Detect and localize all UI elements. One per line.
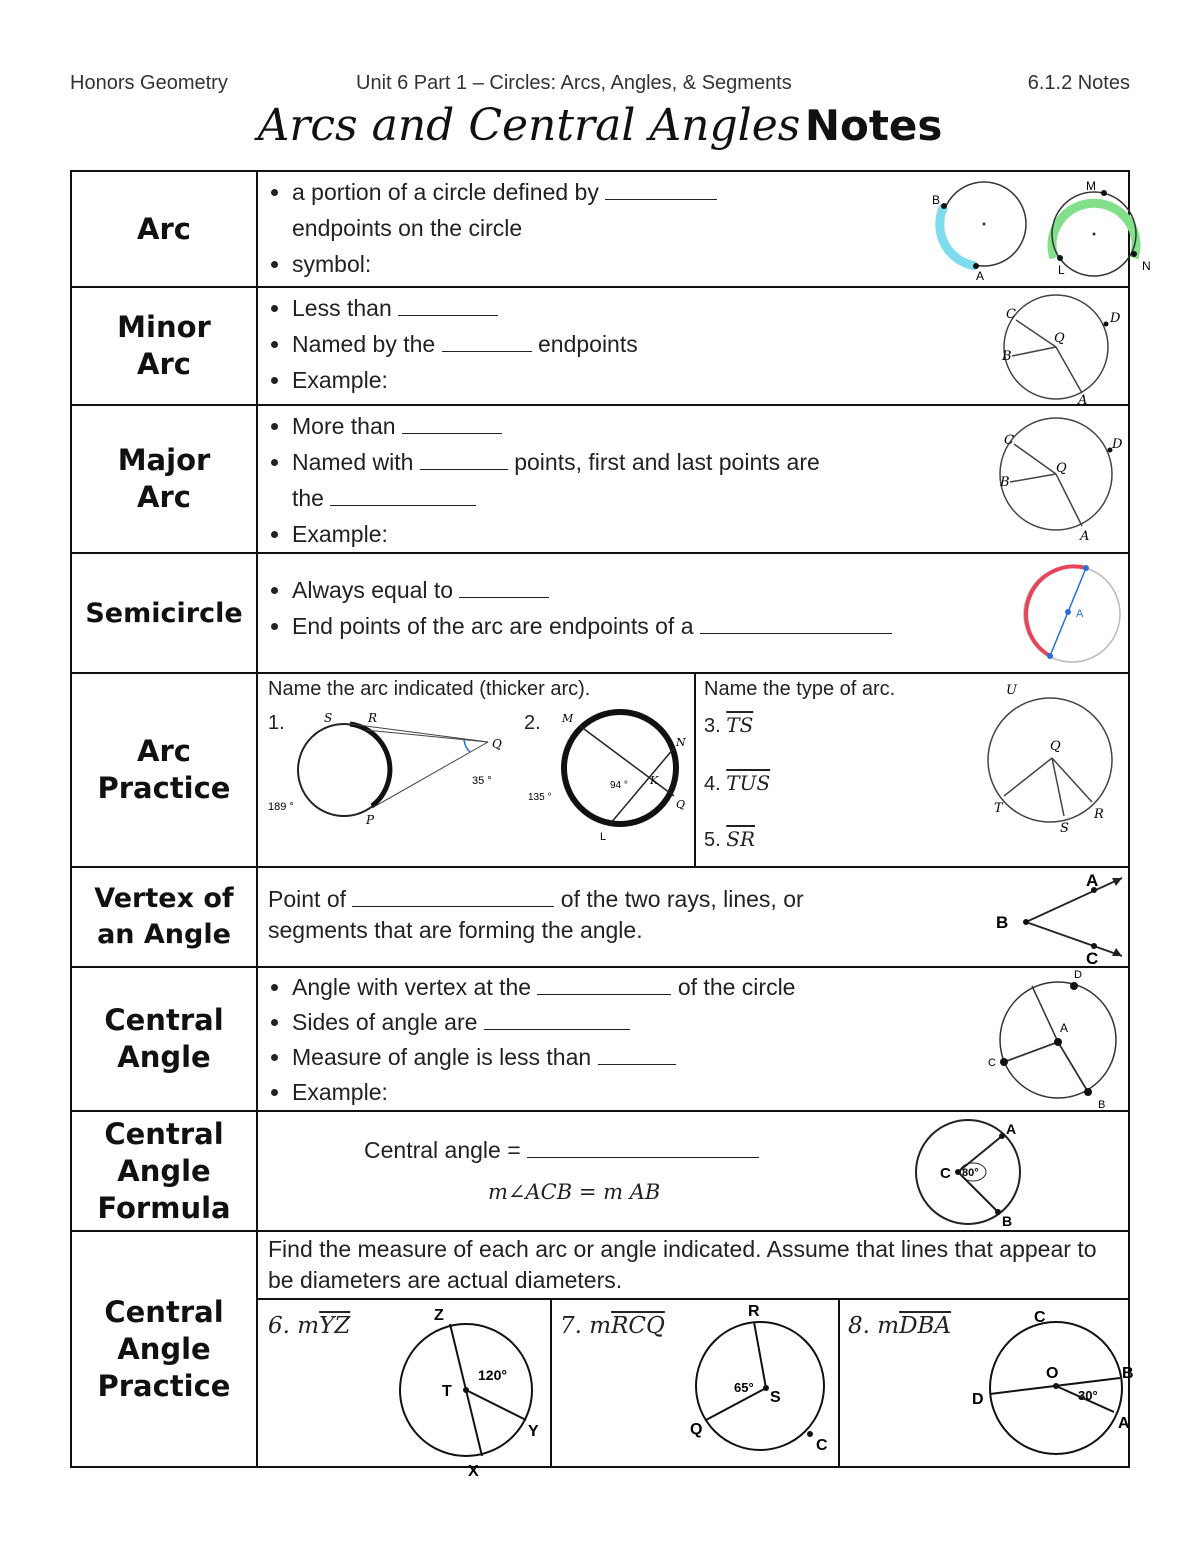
- radius-QB: [1012, 347, 1056, 356]
- label-B: B: [1098, 1099, 1106, 1111]
- point-L: [1057, 255, 1063, 261]
- blank[interactable]: [484, 1011, 630, 1030]
- vertex-l1a: Point of: [268, 886, 346, 912]
- label-N: N: [676, 736, 686, 749]
- figure-6: [378, 1298, 548, 1480]
- content-arc-practice: [257, 673, 1129, 867]
- blank[interactable]: [527, 1139, 759, 1158]
- term-minor-1: Minor: [117, 310, 211, 344]
- point-B: [941, 203, 947, 209]
- label-B: B: [1002, 1213, 1013, 1229]
- row-arc-practice: [71, 673, 1129, 867]
- q5-num: 5.: [704, 829, 721, 851]
- row-central-angle: [71, 967, 1129, 1111]
- q5-arc: $\overline{SR}$: [726, 827, 756, 851]
- vertex-figure: [988, 870, 1128, 968]
- label-Q: Q: [492, 737, 502, 751]
- label-B: B: [1002, 349, 1012, 364]
- label-C: C: [1004, 433, 1014, 448]
- arc-highlight-1: [940, 206, 976, 266]
- central-b3: Measure of angle is less than: [292, 1044, 592, 1070]
- central-b1a: Angle with vertex at the: [292, 974, 532, 1000]
- blank[interactable]: [398, 297, 498, 316]
- p7-arc: $\overline{RCQ}$: [611, 1313, 665, 1339]
- practice-figure-2: [528, 704, 694, 844]
- term-formula-3: Formula: [97, 1190, 231, 1225]
- label-U: U: [1006, 683, 1017, 698]
- point-D: [1070, 982, 1078, 990]
- angle-94: 94 °: [610, 780, 628, 791]
- secant-top: [366, 730, 488, 742]
- term-formula: [71, 1111, 257, 1231]
- label-M: M: [1086, 179, 1096, 193]
- label-S: S: [1060, 821, 1069, 836]
- blank[interactable]: [352, 888, 554, 907]
- vertex-l2: segments that are forming the angle.: [268, 917, 643, 943]
- label-L: L: [1058, 263, 1065, 277]
- practice-num-2: 2.: [524, 712, 541, 734]
- figure-8: [966, 1298, 1136, 1466]
- arc-highlight-2: [1052, 203, 1136, 258]
- term-practice-2: Practice: [97, 771, 231, 805]
- point-A: [1065, 609, 1071, 615]
- label-K: K: [650, 774, 659, 787]
- term-vertex-1: Vertex of: [94, 883, 234, 914]
- point-A: [999, 1133, 1005, 1139]
- label-R: R: [1094, 807, 1104, 822]
- row-central-practice: [71, 1231, 1129, 1467]
- content-semicircle: [257, 553, 1129, 673]
- question-4: [704, 770, 770, 797]
- notes-code: 6.1.2 Notes: [1027, 72, 1130, 94]
- formula-label: Central angle =: [364, 1137, 521, 1163]
- label-A: A: [1086, 871, 1099, 890]
- blank[interactable]: [598, 1046, 676, 1065]
- angle-mark: [464, 740, 470, 752]
- label-A: A: [1076, 608, 1084, 620]
- practice-num-1: 1.: [268, 712, 285, 734]
- angle-135: 135 °: [528, 792, 552, 803]
- central-angle-figure: [980, 970, 1126, 1110]
- content-formula: [257, 1111, 1129, 1231]
- term-central-1: Central: [104, 1003, 224, 1037]
- term-cp-1: Central: [104, 1294, 224, 1329]
- blank[interactable]: [537, 976, 671, 995]
- point-B: [995, 1209, 1001, 1215]
- content-vertex: [257, 867, 1129, 967]
- ray-BA: [1026, 878, 1122, 922]
- unit-title: Unit 6 Part 1 – Circles: Arcs, Angles, & Segments: [356, 72, 792, 94]
- label-D: D: [1074, 969, 1082, 981]
- semi-b2: End points of the arc are endpoints of a: [292, 613, 694, 639]
- blank[interactable]: [700, 615, 892, 634]
- p7-prefix: 7. m: [560, 1313, 612, 1339]
- q3-arc: $\overline{TS}$: [726, 713, 754, 737]
- label-O: O: [1046, 1365, 1059, 1382]
- label-D: D: [1112, 437, 1123, 452]
- label-A: A: [1118, 1415, 1130, 1432]
- term-vertex: [71, 867, 257, 967]
- practice-left-title: Name the arc indicated (thicker arc).: [268, 678, 591, 700]
- practice-figure-3: [980, 678, 1126, 838]
- major-b2a: Named with: [292, 449, 414, 475]
- content-central-practice: [257, 1231, 1134, 1480]
- label-T: T: [994, 801, 1003, 816]
- row-major-arc: [71, 405, 1129, 553]
- term-cp-2: Angle: [117, 1331, 211, 1366]
- label-D: D: [1110, 311, 1121, 326]
- semi-bullet-2: [292, 608, 1128, 644]
- row-semicircle: [71, 553, 1129, 673]
- q4-arc: $\overline{TUS}$: [726, 771, 771, 795]
- point-C: [1000, 1058, 1008, 1066]
- row-formula: [71, 1111, 1129, 1231]
- q4-num: 4.: [704, 773, 721, 795]
- point-B: [1084, 1088, 1092, 1096]
- ray-BC: [1026, 922, 1122, 956]
- point-M: [1101, 190, 1107, 196]
- central-b4: Example:: [292, 1079, 388, 1105]
- radius-AB: [1058, 1042, 1088, 1092]
- term-practice-1: Arc: [137, 734, 191, 768]
- notes-table: [70, 170, 1151, 1480]
- label-Q: Q: [1050, 739, 1061, 754]
- term-arc-label: Arc: [137, 211, 191, 246]
- label-B: B: [996, 913, 1009, 932]
- label-C: C: [1006, 307, 1016, 322]
- arc-b1b: endpoints on the circle: [292, 215, 523, 241]
- divider: [550, 1298, 552, 1466]
- arc-figures: [880, 174, 1151, 284]
- label-B: B: [1000, 475, 1010, 490]
- minor-b2b: endpoints: [537, 331, 638, 357]
- row-arc: [71, 171, 1129, 287]
- content-major-arc: [257, 405, 1129, 553]
- label-L: L: [600, 831, 607, 843]
- formula-figure: [894, 1116, 1044, 1228]
- center-C: [955, 1169, 961, 1175]
- radius-AE: [1032, 986, 1058, 1042]
- problem-6: [268, 1310, 350, 1342]
- label-B: B: [932, 193, 941, 207]
- arc-b1a: a portion of a circle defined by: [292, 179, 599, 205]
- label-X: X: [468, 1463, 479, 1480]
- circle: [696, 1322, 824, 1450]
- label-A: A: [1006, 1121, 1017, 1137]
- vertex-l1b: of the two rays, lines, or: [560, 886, 804, 912]
- course-name: Honors Geometry: [70, 72, 228, 94]
- label-C: C: [988, 1057, 996, 1069]
- term-semicircle-label: Semicircle: [85, 597, 243, 629]
- label-C: C: [1086, 949, 1099, 968]
- p8-prefix: 8. m: [848, 1313, 900, 1339]
- major-b1: More than: [292, 413, 396, 439]
- minor-b2a: Named by the: [292, 331, 436, 357]
- blank[interactable]: [420, 451, 508, 470]
- blank[interactable]: [330, 487, 476, 506]
- label-B: B: [1122, 1365, 1134, 1382]
- radius-QA: [1056, 347, 1082, 393]
- radius-QT: [1004, 758, 1052, 796]
- angle-65: 65°: [734, 1380, 754, 1395]
- page-title: [0, 100, 1200, 151]
- major-b2b: points, first and last points are: [514, 449, 820, 475]
- label-C: C: [940, 1165, 951, 1182]
- thick-arc: [350, 724, 390, 806]
- point-D: [1104, 322, 1109, 327]
- center-T: [463, 1387, 469, 1393]
- radius-TY: [466, 1390, 526, 1420]
- content-central-angle: [257, 967, 1129, 1111]
- label-R: R: [748, 1303, 760, 1320]
- minor-b3: Example:: [292, 367, 388, 393]
- term-central-practice: [71, 1231, 257, 1467]
- radius-QC: [1014, 444, 1056, 474]
- figure-7: [678, 1298, 838, 1466]
- point-C: [807, 1431, 813, 1437]
- arc-b2: symbol:: [292, 251, 372, 277]
- major-b3: Example:: [292, 521, 388, 547]
- question-5: [704, 826, 755, 853]
- term-formula-2: Angle: [117, 1153, 211, 1188]
- q3-num: 3.: [704, 715, 721, 737]
- angle-120: 120°: [478, 1367, 507, 1383]
- semi-b1: Always equal to: [292, 577, 454, 603]
- label-S: S: [770, 1389, 781, 1406]
- radius-QS: [1052, 758, 1064, 816]
- p8-arc: $\overline{DBA}$: [899, 1313, 952, 1339]
- content-minor-arc: [257, 287, 1129, 408]
- divider: [838, 1298, 840, 1466]
- radius-SR: [754, 1322, 766, 1388]
- angle-189: 189 °: [268, 801, 294, 813]
- radius-AC: [1004, 1042, 1058, 1062]
- radius-QC: [1016, 320, 1056, 347]
- term-formula-1: Central: [104, 1116, 224, 1151]
- label-A: A: [1080, 529, 1090, 544]
- center-O: [1053, 1383, 1059, 1389]
- divider: [694, 674, 696, 866]
- center-dot-2: [1093, 233, 1096, 236]
- term-arc: [71, 171, 257, 287]
- label-M: M: [562, 712, 574, 725]
- term-minor-2: Arc: [137, 347, 191, 381]
- row-minor-arc: [71, 287, 1129, 405]
- formula-line-1: [364, 1132, 759, 1168]
- angle-80: 80°: [962, 1167, 979, 1179]
- label-Q: Q: [690, 1421, 703, 1438]
- label-A: A: [1060, 1021, 1069, 1035]
- label-A: A: [1078, 393, 1088, 408]
- formula-line-2: m∠ACB = m AB: [488, 1180, 661, 1204]
- point-B: [1023, 919, 1029, 925]
- semi-bullet-1: [292, 572, 1128, 608]
- row-vertex: [71, 867, 1129, 967]
- blank[interactable]: [605, 181, 717, 200]
- point-N: [1131, 251, 1137, 257]
- arrow-C: [1112, 948, 1122, 956]
- cp-instructions: Find the measure of each arc or angle indicated. Assume that lines that appear to be diameters are actual diameters.: [268, 1236, 1097, 1293]
- radius-QB: [1010, 474, 1056, 482]
- central-b2: Sides of angle are: [292, 1009, 478, 1035]
- label-A: A: [976, 269, 985, 283]
- title-bold: Notes: [804, 101, 943, 150]
- term-cp-3: Practice: [97, 1368, 231, 1403]
- title-script: Arcs and Central Angles: [257, 100, 801, 151]
- endpoint-bottom: [1047, 653, 1053, 659]
- angle-30: 30°: [1078, 1388, 1098, 1403]
- label-T: T: [442, 1383, 452, 1400]
- term-vertex-2: an Angle: [97, 919, 231, 950]
- problem-8: [848, 1310, 951, 1342]
- label-Q: Q: [1054, 331, 1065, 346]
- question-3: [704, 712, 753, 739]
- term-central-angle: [71, 967, 257, 1111]
- label-Y: Y: [528, 1423, 539, 1440]
- radius-QA: [1056, 474, 1082, 526]
- label-Q: Q: [1056, 461, 1067, 476]
- blank[interactable]: [442, 333, 532, 352]
- label-S: S: [324, 711, 333, 725]
- center-dot: [983, 223, 986, 226]
- label-D: D: [972, 1391, 984, 1408]
- term-arc-practice: [71, 673, 257, 867]
- thick-circle: [564, 712, 676, 824]
- term-major-arc: [71, 405, 257, 553]
- center-A: [1054, 1038, 1062, 1046]
- blank[interactable]: [459, 579, 549, 598]
- semicircle-figure: [1006, 558, 1136, 670]
- label-R: R: [368, 711, 378, 725]
- content-arc: [257, 171, 1151, 287]
- term-semicircle: [71, 553, 257, 673]
- minor-arc-figure: [978, 290, 1121, 408]
- term-major-2: Arc: [137, 480, 191, 514]
- center-S: [763, 1385, 769, 1391]
- label-N: N: [1142, 259, 1151, 273]
- p6-prefix: 6. m: [268, 1313, 320, 1339]
- label-C: C: [1034, 1309, 1046, 1326]
- practice-right-title: Name the type of arc.: [704, 678, 896, 700]
- major-arc-figure: [978, 414, 1123, 544]
- angle-35: 35 °: [472, 775, 492, 787]
- label-Q: Q: [676, 798, 686, 811]
- central-b1b: of the circle: [677, 974, 796, 1000]
- radius-QR: [1052, 758, 1092, 802]
- endpoint-top: [1083, 565, 1089, 571]
- label-Z: Z: [434, 1307, 444, 1324]
- term-minor-arc: [71, 287, 257, 405]
- minor-b1: Less than: [292, 295, 392, 321]
- term-major-1: Major: [117, 443, 211, 477]
- problem-7: [560, 1310, 665, 1342]
- label-C: C: [816, 1437, 828, 1454]
- practice-figure-1: [262, 704, 522, 834]
- blank[interactable]: [402, 415, 502, 434]
- p6-arc: $\overline{YZ}$: [319, 1313, 351, 1339]
- term-central-2: Angle: [117, 1040, 211, 1074]
- major-b2c: the: [292, 485, 324, 511]
- label-P: P: [366, 813, 375, 827]
